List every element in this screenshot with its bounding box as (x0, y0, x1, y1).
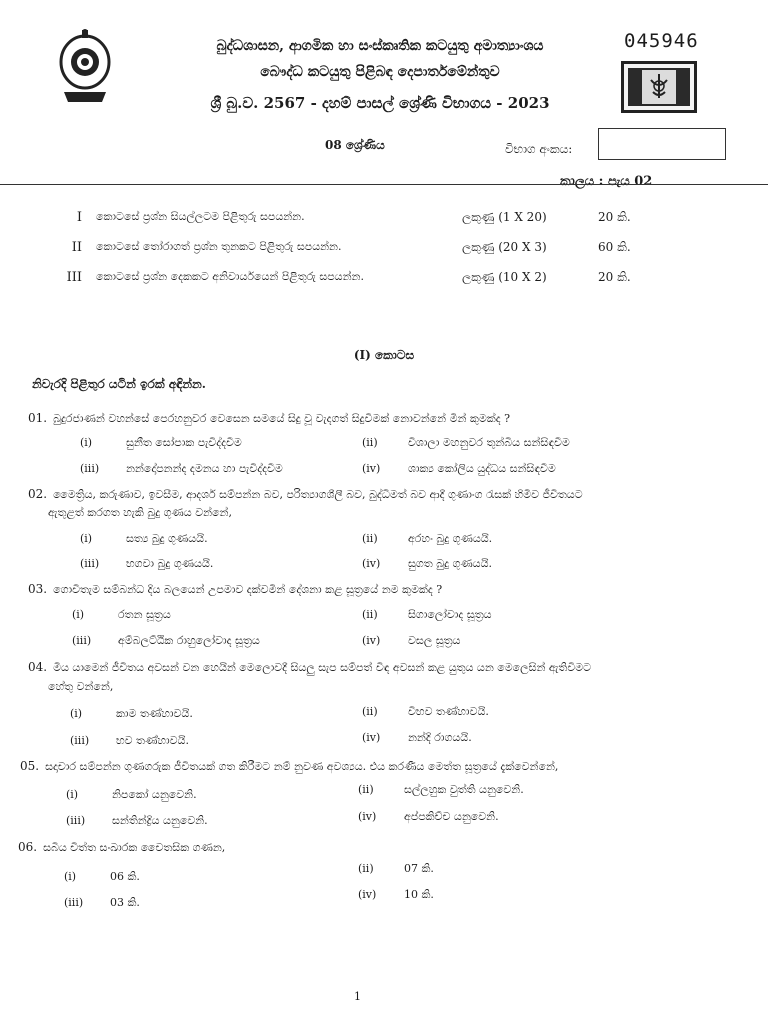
question-text: මිය යාමෙන් ජීවිතය අවසන් වන හෙයින් මෙලොවදී සියලු සැප සම්පත් විඳ අවසන් කළ යුතුය යන මෙලෙසින් ඇතිවීමට (53, 661, 592, 674)
option-number: (i) (80, 532, 93, 545)
option-number: (iii) (72, 634, 92, 647)
option-number: (iv) (362, 634, 381, 647)
option-text: 03 කි. (110, 896, 140, 909)
section-marks: ලකුණු (1 X 20) (462, 210, 547, 224)
option[interactable] (358, 888, 434, 902)
question-stem (18, 840, 225, 855)
option-text: නිපකෝ යනුවෙනි. (112, 788, 197, 801)
option[interactable] (358, 810, 499, 824)
question-stem (28, 411, 510, 426)
option-number: (iii) (66, 814, 86, 827)
ministry-name: බුද්ධශාසන, ආගමික හා සංස්කෘතික කටයුතු අමාත්‍යාංශය (216, 38, 544, 54)
question-number: 06. (18, 840, 38, 854)
question-number: 05. (20, 759, 40, 773)
section-marks: ලකුණු (10 X 2) (462, 270, 547, 284)
option-number: (i) (64, 870, 77, 883)
part-title: (I) කොටස (353, 348, 415, 362)
department-logo-icon (621, 61, 697, 113)
option-number: (iv) (362, 462, 381, 475)
question-number: 03. (28, 582, 48, 596)
option-number: (ii) (362, 608, 378, 621)
option[interactable] (362, 436, 570, 450)
option-text: 07 කි. (404, 862, 434, 875)
option-text: සිගාලෝවාද සූත්‍රය (408, 608, 492, 621)
section-instruction: කොටසේ ප්‍රශ්න දෙකකට අනිවාර්යයෙන් පිළිතුරු සපයන්න. (96, 270, 364, 283)
option-number: (iii) (80, 557, 100, 570)
option-number: (i) (66, 788, 79, 801)
option[interactable] (64, 870, 140, 884)
question-stem (28, 660, 591, 675)
option[interactable] (80, 532, 208, 546)
option-number: (ii) (358, 862, 374, 875)
option-number: (iv) (362, 557, 381, 570)
option-number: (iv) (362, 731, 381, 744)
option[interactable] (362, 731, 472, 745)
section-instruction: කොටසේ ප්‍රශ්න සියල්ලටම පිළිතුරු සපයන්න. (96, 210, 305, 223)
section-row (0, 240, 768, 264)
question-text: සබිය චිත්ත සංඛාරක චෛතසික ගණන, (43, 841, 226, 854)
department-name: බෞද්ධ කටයුතු පිළිබඳ දෙපාර්තමේන්තුව (260, 64, 500, 80)
index-number-label: විභාග අංකය: (505, 142, 573, 156)
option[interactable] (362, 557, 492, 571)
option-number: (ii) (362, 532, 378, 545)
index-number-box[interactable] (598, 128, 726, 160)
option[interactable] (80, 557, 213, 571)
option[interactable] (362, 634, 460, 648)
section-points: 20 කි. (598, 270, 631, 284)
option-text: 10 කි. (404, 888, 434, 901)
option[interactable] (66, 788, 197, 802)
option-number: (ii) (362, 436, 378, 449)
option[interactable] (70, 707, 193, 721)
option[interactable] (362, 532, 492, 546)
option-text: වසල සූත්‍රය (408, 634, 461, 647)
option-text: භව තණ්හාවයි. (116, 734, 189, 747)
option-number: (ii) (358, 783, 374, 796)
option[interactable] (358, 862, 434, 876)
option-text: විශාලා මහනුවර තුන්බිය සන්සිඳවීම (408, 436, 570, 449)
section-points: 20 කි. (598, 210, 631, 224)
option-text: සුගත බුදු ගුණයයි. (408, 557, 492, 570)
question-text: මෛත්‍රිය, කරුණාව, ඉවසීම, ආදර්ශ සම්පන්න බව, පරිත්‍යාගශීලී බව, බුද්ධිමත් බව ආදී ගුණාංග රැසක් හිමිව ජීවිතයට (53, 488, 583, 501)
option-text: නන්දෝපනන්ද දමනය හා පැවිද්දවීම (126, 462, 283, 475)
option-text: රතන සූත්‍රය (118, 608, 171, 621)
instruction-text: නිවැරදි පිළිතුර යටින් ඉරක් අඳින්න. (32, 377, 206, 391)
option[interactable] (72, 608, 171, 622)
option-number: (iv) (358, 810, 377, 823)
option-text: අරහං බුදු ගුණයයි. (408, 532, 493, 545)
option-number: (i) (70, 707, 83, 720)
option[interactable] (358, 783, 524, 797)
question-number: 04. (28, 660, 48, 674)
time-allowed: කාලය : පැය 02 (560, 174, 653, 189)
option-text: සත්‍ය බුදු ගුණයයි. (126, 532, 208, 545)
option-number: (i) (72, 608, 85, 621)
option-text: අප්පකිච්ච යනුවෙනි. (404, 810, 499, 823)
option-text: අම්බලට්ඨික රාහුලෝවාද සූත්‍රය (118, 634, 260, 647)
section-number: II (71, 240, 82, 255)
option-text: නන්දි රාගයයි. (408, 731, 472, 744)
question-number: 02. (28, 487, 48, 501)
option[interactable] (80, 436, 242, 450)
option[interactable] (64, 896, 140, 910)
option[interactable] (362, 462, 556, 476)
state-emblem-icon (56, 28, 114, 108)
question-text: සදාචාර සම්පන්න ගුණගරුක ජීවිතයක් ගත කිරීමට නම් නුවණ අවශ්‍යය. එය කරණීය මෙත්ත සූත්‍රයේ දැක්වෙන්නේ, (45, 760, 559, 773)
option[interactable] (80, 462, 283, 476)
serial-number: 045946 (624, 30, 699, 52)
option-text: සල්ලහුක වුත්ති යනුවෙනි. (404, 783, 524, 796)
section-number: I (76, 210, 82, 225)
section-row (0, 210, 768, 234)
option-text: කාම තණ්හාවයි. (116, 707, 193, 720)
question-text-continued: හේතු වන්නේ, (48, 680, 114, 693)
question-stem (28, 487, 583, 502)
option[interactable] (66, 814, 208, 828)
option[interactable] (70, 734, 189, 748)
option-text: සන්තින්ද්‍රිය යනුවෙනි. (112, 814, 208, 827)
grade-label: 08 ශ්‍රේණිය (325, 138, 385, 152)
header-divider (0, 184, 768, 185)
option-number: (iii) (70, 734, 90, 747)
option-number: (iv) (358, 888, 377, 901)
option-text: විභව තණ්හාවයි. (408, 705, 489, 718)
option-text: භගවා බුදු ගුණයයි. (126, 557, 214, 570)
exam-title: ශ්‍රී බු.ව. 2567 - දහම් පාසල් ශ්‍රේණි විභාගය - 2023 (210, 94, 550, 112)
question-stem (28, 582, 442, 597)
section-row (0, 270, 768, 294)
option-number: (iii) (64, 896, 84, 909)
option-text: 06 කි. (110, 870, 140, 883)
option-number: (iii) (80, 462, 100, 475)
option-text: සුනීත සෝපාක පැවිද්දවීම (126, 436, 242, 449)
section-number: III (66, 270, 82, 285)
option-number: (i) (80, 436, 93, 449)
question-text: බුදුරජාණන් වහන්සේ පෙරහනුවර වෙසෙන සමයේ සිදු වූ වැදගත් සිදුවීමක් නොවන්නේ මින් කුමක්ද ? (53, 412, 510, 425)
section-instruction: කොටසේ තෝරාගත් ප්‍රශ්න තුනකට පිළිතුරු සපයන්න. (96, 240, 342, 253)
section-marks: ලකුණු (20 X 3) (462, 240, 547, 254)
section-points: 60 කි. (598, 240, 631, 254)
question-text-continued: ඇතුළත් කරගත හැකි බුදු ගුණය වන්නේ, (48, 506, 232, 519)
question-stem (20, 759, 558, 774)
option[interactable] (362, 705, 489, 719)
question-text: ගොවිතැම සම්බන්ධ දිය බලයෙන් උපමාව දක්වමින් දේශනා කළ සූත්‍රයේ නම කුමක්ද ? (53, 583, 443, 596)
question-number: 01. (28, 411, 48, 425)
option-text: ශාක්‍ය කෝලිය යුද්ධය සන්සිඳවීම (408, 462, 556, 475)
option[interactable] (362, 608, 492, 622)
option[interactable] (72, 634, 260, 648)
option-number: (ii) (362, 705, 378, 718)
page-number: 1 (354, 990, 361, 1003)
